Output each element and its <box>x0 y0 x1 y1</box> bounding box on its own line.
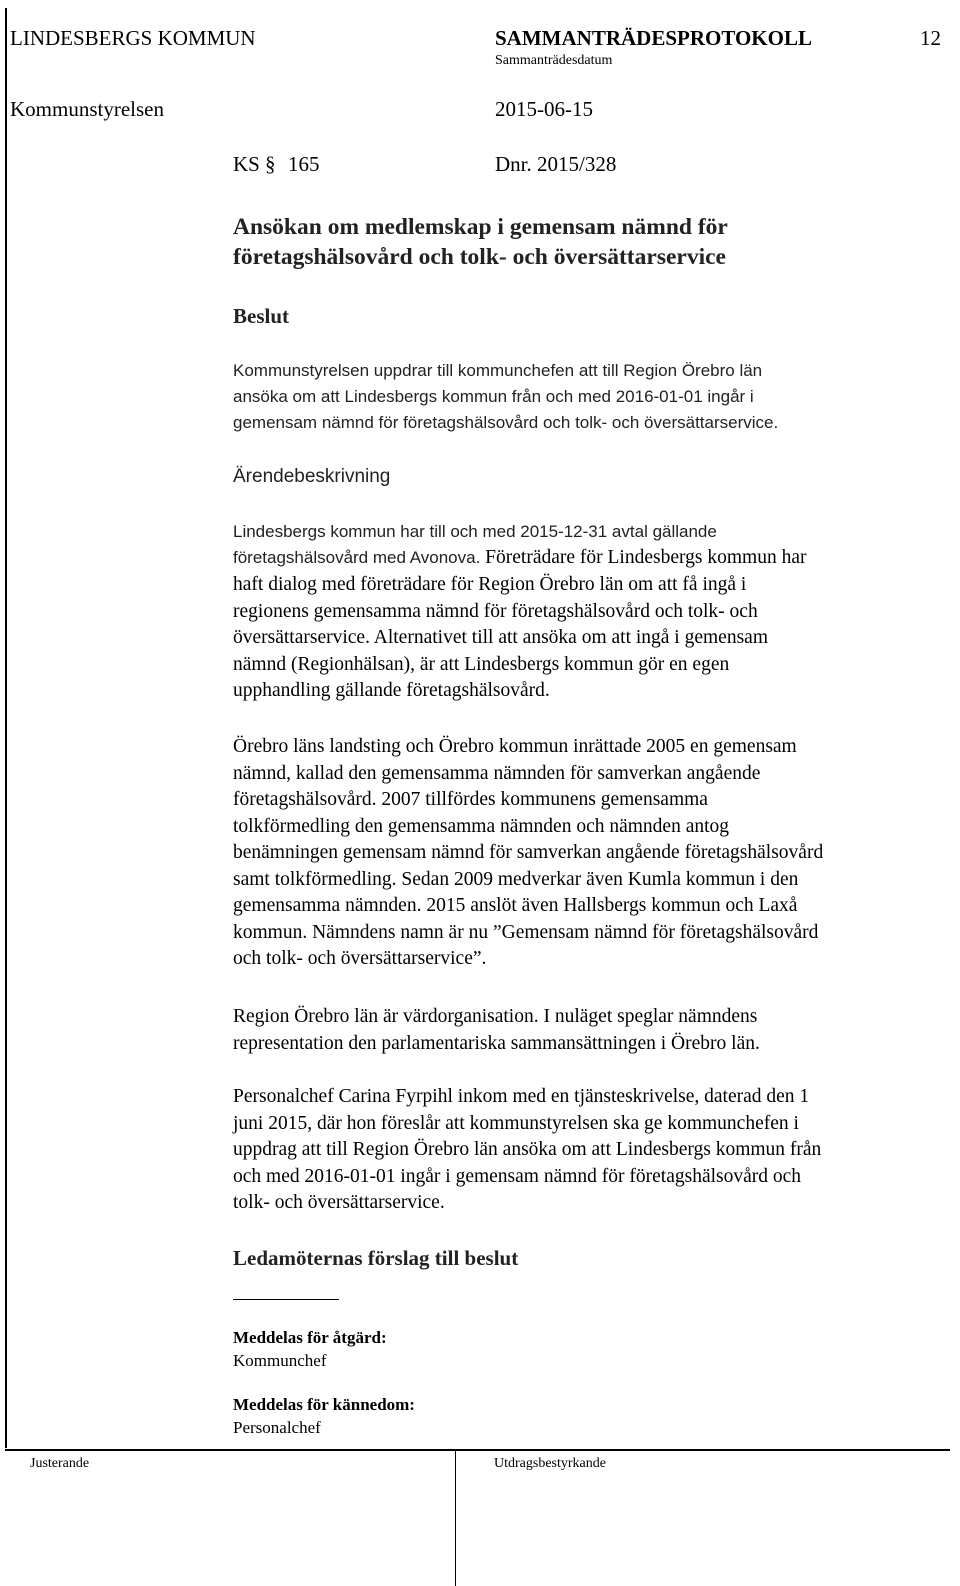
text-line: benämningen gemensam nämnd för samverkan angående företagshälsovård <box>233 842 824 863</box>
proposal-heading: Ledamöternas förslag till beslut <box>233 1246 519 1270</box>
text-line: översättarservice. Alternativet till att ansöka om att ingå i gemensam <box>233 627 768 648</box>
committee-name: Kommunstyrelsen <box>10 97 164 121</box>
action-label: Meddelas för åtgärd: <box>233 1328 387 1347</box>
description-paragraph-2 <box>233 734 953 973</box>
text-line: nämnd, kallad den gemensamma nämnden för samverkan angående <box>233 762 761 784</box>
page-title <box>233 212 953 272</box>
title-line: företagshälsovård och tolk- och översättarservice <box>233 244 726 270</box>
text-line: samt tolkförmedling. Sedan 2009 medverkar även Kumla kommun i den <box>233 868 799 890</box>
page-number: 12 <box>920 26 941 50</box>
decision-text <box>233 358 953 436</box>
description-paragraph-1-cont <box>233 572 953 705</box>
date-label: Sammanträdesdatum <box>495 53 613 68</box>
footer-separator <box>455 1451 456 1586</box>
description-paragraph-3 <box>233 1004 953 1057</box>
text-line: gemensamma nämnden. 2015 anslöt även Hallsbergs kommun och Laxå <box>233 895 798 916</box>
action-recipient: Kommunchef <box>233 1351 327 1370</box>
case-description-heading: Ärendebeskrivning <box>233 466 391 487</box>
text-line: gemensam nämnd för företagshälsovård och tolk- och översättarservice. <box>233 413 779 432</box>
text-line: nämnd (Regionhälsan), är att Lindesbergs kommun gör en egen <box>233 653 730 675</box>
text-line: regionens gemensamma nämnd för företagshälsovård och tolk- och <box>233 600 758 622</box>
text-span: Företrädare för Lindesbergs kommun har <box>480 547 807 568</box>
text-line: Lindesbergs kommun har till och med 2015-12-31 avtal gällande <box>233 522 717 541</box>
municipality-name: LINDESBERGS KOMMUN <box>10 26 256 50</box>
text-line: upphandling gällande företagshälsovård. <box>233 680 550 701</box>
text-line: och med 2016-01-01 ingår i gemensam nämnd för företagshälsovård och <box>233 1165 802 1187</box>
info-label: Meddelas för kännedom: <box>233 1395 415 1414</box>
description-paragraph-4 <box>233 1084 953 1217</box>
text-line: och tolk- och översättarservice”. <box>233 948 487 969</box>
document-type: SAMMANTRÄDESPROTOKOLL <box>495 26 812 50</box>
text-line: uppdrag att till Region Örebro län ansöka om att Lindesbergs kommun från <box>233 1139 822 1160</box>
title-line: Ansökan om medlemskap i gemensam nämnd för <box>233 214 728 240</box>
text-line: haft dialog med företrädare för Region Örebro län om att få ingå i <box>233 574 747 595</box>
text-line: Region Örebro län är värdorganisation. I nuläget speglar nämndens <box>233 1006 758 1027</box>
footer-adjuster-label: Justerande <box>30 1456 90 1471</box>
meeting-date: 2015-06-15 <box>495 97 593 121</box>
text-line: tolkförmedling den gemensamma nämnden och nämnden antog <box>233 815 730 837</box>
signature-line <box>233 1299 339 1300</box>
text-line: Personalchef Carina Fyrpihl inkom med en tjänsteskrivelse, daterad den 1 <box>233 1086 810 1107</box>
case-ks-prefix: KS <box>233 152 260 176</box>
text-line: företagshälsovård. 2007 tillfördes kommunens gemensamma <box>233 789 708 810</box>
text-line: Örebro läns landsting och Örebro kommun inrättade 2005 en gemensam <box>233 736 797 757</box>
left-margin-rule <box>5 8 7 1448</box>
text-span: företagshälsovård med Avonova. <box>233 548 481 567</box>
case-number: 165 <box>288 152 320 176</box>
text-line: kommun. Nämndens namn är nu ”Gemensam nämnd för företagshälsovård <box>233 921 819 943</box>
section-symbol: § <box>265 152 276 176</box>
text-line: Kommunstyrelsen uppdrar till kommunchefen att till Region Örebro län <box>233 361 763 380</box>
text-line: tolk- och översättarservice. <box>233 1192 445 1213</box>
info-recipient: Personalchef <box>233 1418 321 1437</box>
text-line <box>233 545 953 572</box>
decision-heading: Beslut <box>233 304 290 328</box>
description-paragraph-1 <box>233 519 953 572</box>
text-line: representation den parlamentariska sammansättningen i Örebro län. <box>233 1032 760 1054</box>
footer-rule <box>5 1449 950 1451</box>
text-line: juni 2015, där hon föreslår att kommunstyrelsen ska ge kommunchefen i <box>233 1112 799 1134</box>
footer-extract-label: Utdragsbestyrkande <box>494 1456 606 1471</box>
text-line: ansöka om att Lindesbergs kommun från och med 2016-01-01 ingår i <box>233 387 754 406</box>
diary-number: Dnr. 2015/328 <box>495 152 617 176</box>
